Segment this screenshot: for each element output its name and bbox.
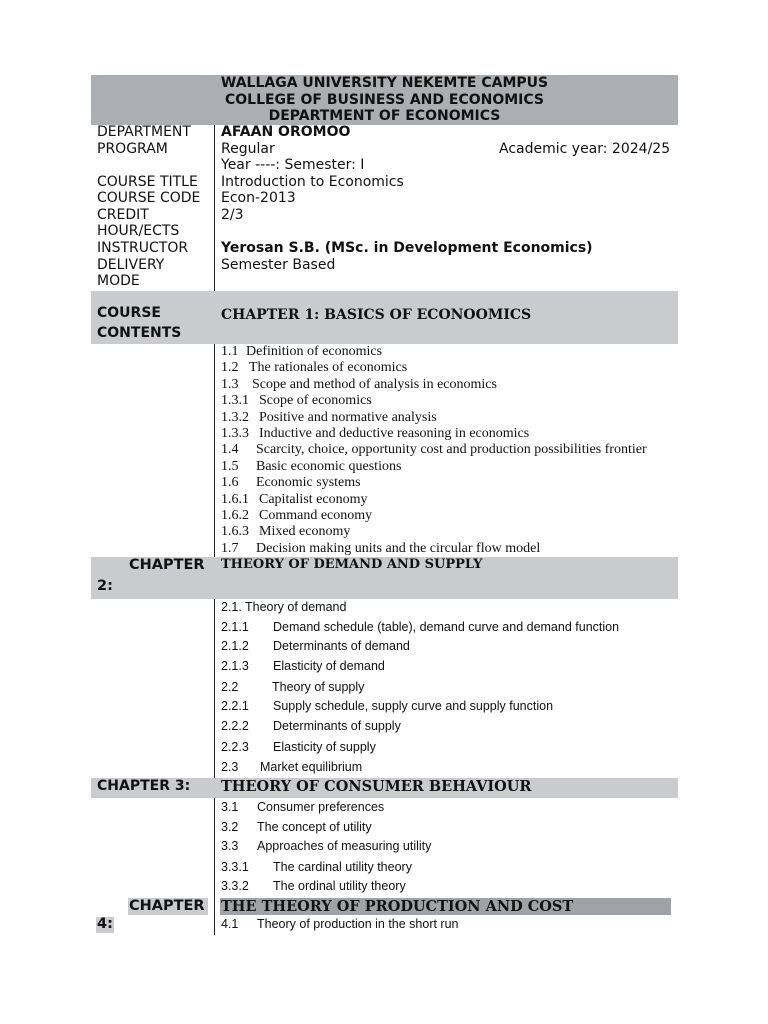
item-text: Market equilibrium [260,760,363,774]
item-text: Inductive and deductive reasoning in economics [259,426,530,441]
item-text: Elasticity of supply [273,740,376,754]
item-number: 2.1.2 [221,639,249,653]
item-number: 2.2.1 [221,699,249,713]
item-text: Mixed economy [259,524,351,540]
item-text: Elasticity of demand [273,659,385,673]
college-title: COLLEGE OF BUSINESS AND ECONOMICS [224,92,545,108]
item-text: Theory of production in the short run [257,917,459,931]
department-label: DEPARTMENT [97,124,191,140]
item-text: Decision making units and the circular flow model [256,540,541,556]
item-text: Consumer preferences [257,800,385,814]
credit-label-cont: HOUR/ECTS [97,223,180,239]
item-number: 3.1 [221,800,239,814]
delivery-value: Semester Based [221,257,336,273]
course-title-value: Introduction to Economics [221,174,404,190]
item-number: 1.5 [221,458,239,474]
item-number: 3.3 [221,839,239,853]
item-text: Determinants of demand [273,639,410,653]
chapter2-label-cont: 2: [97,578,113,594]
item-number: 3.3.2 [221,879,249,893]
chapter3-title: THEORY OF CONSUMER BEHAVIOUR [221,778,532,795]
item-number: 2.2.3 [221,740,249,754]
item-number: 3.2 [221,820,239,834]
item-text: Supply schedule, supply curve and supply function [273,699,554,713]
chapter2-title: THEORY OF DEMAND AND SUPPLY [221,557,483,572]
instructor-value: Yerosan S.B. (MSc. in Development Economics) [221,240,593,256]
chapter3-label: CHAPTER 3: [97,778,191,794]
delivery-label: DELIVERY [97,257,165,273]
item-text: The cardinal utility theory [273,860,412,874]
column-divider [214,125,215,935]
credit-value: 2/3 [221,207,244,223]
item-number: 2.1.1 [221,620,249,634]
item-number: 1.1 [221,344,239,359]
item-number: 2.2.2 [221,719,249,733]
item-text: Positive and normative analysis [259,409,437,425]
item-text: Definition of economics [246,344,383,359]
chapter4-label-cont: 4: [97,916,113,932]
academic-year: Academic year: 2024/25 [499,141,671,157]
item-text: The rationales of economics [249,360,408,376]
instructor-label: INSTRUCTOR [97,240,189,256]
item-text: Basic economic questions [256,458,402,474]
item-number: 1.3.1 [221,393,249,409]
item-number: 1.7 [221,540,239,556]
item-number: 2.2 [221,680,239,694]
course-contents-label-cont: CONTENTS [97,325,182,341]
program-value: Regular [221,141,275,157]
item-text: Demand schedule (table), demand curve and demand function [273,620,620,634]
item-number: 4.1 [221,917,239,931]
delivery-label-cont: MODE [97,273,140,289]
item-number: 3.3.1 [221,860,249,874]
chapter2-label: CHAPTER [129,557,205,573]
chapter4-title: THE THEORY OF PRODUCTION AND COST [221,898,574,915]
item-text: Scope and method of analysis in economics [252,376,497,392]
item-text: Determinants of supply [273,719,401,733]
item-number: 1.2 [221,360,239,376]
item-text: Scope of economics [259,393,372,409]
item-number: 1.6.2 [221,508,249,523]
item-text: The ordinal utility theory [273,879,406,893]
course-code-value: Econ-2013 [221,190,296,206]
item-text: Scarcity, choice, opportunity cost and production possibilities frontier [256,442,647,458]
credit-label: CREDIT [97,207,149,223]
course-title-label: COURSE TITLE [97,174,198,190]
item-number: 1.3.2 [221,409,249,425]
item-number: 1.6.1 [221,491,249,507]
item-number: 1.6.3 [221,524,249,540]
university-title: WALLAGA UNIVERSITY NEKEMTE CAMPUS [220,75,549,91]
department-title: DEPARTMENT OF ECONOMICS [268,108,501,124]
item-text: Approaches of measuring utility [257,839,432,853]
item-number: 2.3 [221,760,239,774]
item-text: Capitalist economy [259,491,368,507]
item-number: 1.3.3 [221,426,249,441]
item-text: Theory of supply [272,680,365,694]
item-number: 2.1.3 [221,659,249,673]
item-number: 1.4 [221,442,239,458]
item-number: 1.6 [221,475,239,491]
year-semester: Year ----: Semester: I [221,157,365,173]
course-code-label: COURSE CODE [97,190,201,206]
item-number: 2.1. [221,600,242,614]
item-text: Command economy [259,508,373,523]
item-text: The concept of utility [257,820,372,834]
program-label: PROGRAM [97,141,168,157]
item-text: Economic systems [256,475,361,491]
chapter4-label: CHAPTER [129,898,205,914]
item-number: 1.3 [221,376,239,392]
course-contents-label: COURSE [97,305,161,321]
item-text: Theory of demand [245,600,347,614]
chapter1-title: CHAPTER 1: BASICS OF ECONOOMICS [221,307,532,323]
department-value: AFAAN OROMOO [221,124,351,140]
